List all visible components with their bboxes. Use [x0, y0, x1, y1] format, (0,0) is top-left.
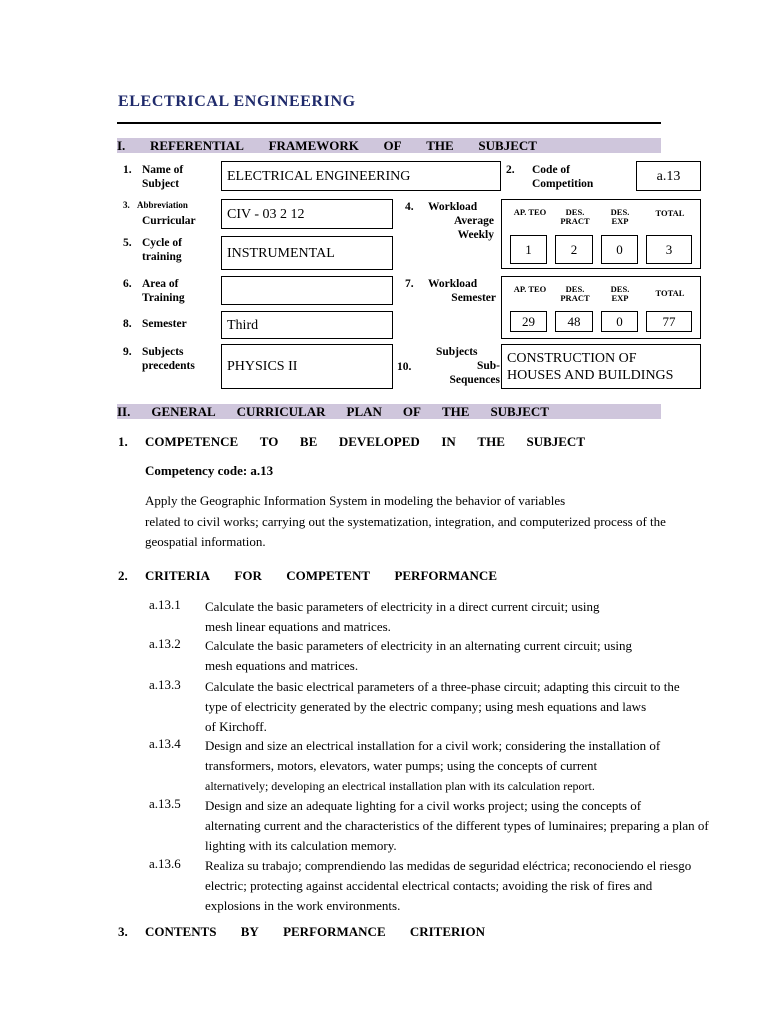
criterion-line: Calculate the basic electrical parameters of a three-phase circuit; adapting this circuit to the: [205, 679, 680, 694]
workload-weekly-label-line: Workload: [428, 201, 478, 213]
criterion-line: Calculate the basic parameters of electricity in a direct current circuit; using: [205, 599, 600, 614]
subject-name-field[interactable]: ELECTRICAL ENGINEERING: [221, 161, 501, 191]
contents-heading-word: CRITERION: [409, 924, 485, 939]
section-i-word: OF: [383, 138, 402, 153]
weekly-header-ap-teo: AP. TEO: [513, 207, 547, 217]
criterion-text: [205, 597, 725, 637]
section-ii-number: II.: [117, 404, 131, 419]
field-area-label-line: Area of: [142, 278, 179, 290]
competence-description: [145, 491, 705, 553]
semester-header-total: TOTAL: [655, 288, 685, 298]
competence-description-line: Apply the Geographic Information System in modeling the behavior of variables: [145, 493, 566, 508]
criterion-line: lighting with its calculation memory.: [205, 838, 397, 853]
criterion-text: [205, 796, 765, 856]
contents-number: 3.: [118, 924, 128, 939]
section-i-word: THE: [426, 138, 454, 153]
weekly-header-des-pract: DES. PRACT: [560, 207, 590, 226]
criterion-line: type of electricity generated by the electric company; using mesh equations and laws: [205, 699, 647, 714]
criterion-line: alternatively; developing an electrical installation plan with its calculation report.: [205, 779, 595, 793]
weekly-header-des-exp: DES. EXP: [610, 207, 630, 226]
workload-semester-number: 7.: [405, 278, 414, 290]
criterion-text: [205, 736, 725, 796]
field-cycle-label-line: Cycle of: [142, 237, 182, 249]
section-ii-word: OF: [402, 404, 421, 419]
abbreviation-field[interactable]: CIV - 03 2 12: [221, 199, 393, 229]
field-cycle-label-line: training: [142, 251, 182, 263]
weekly-value-des-pract[interactable]: 2: [555, 235, 593, 264]
competence-heading-word: COMPETENCE: [145, 434, 239, 449]
section-ii-word: CURRICULAR: [236, 404, 326, 419]
field-area-label-line: Training: [142, 292, 185, 304]
competence-description-line: geospatial information.: [145, 534, 266, 549]
workload-semester-label-line: Semester: [451, 292, 496, 304]
section-i-number: I.: [117, 138, 126, 153]
criterion-line: Realiza su trabajo; comprendiendo las medidas de seguridad eléctrica; reconociendo el riesgo: [205, 858, 692, 873]
competence-heading: [145, 434, 585, 449]
field-sequences-label: [430, 345, 500, 387]
criterion-code: a.13.5: [149, 796, 181, 811]
competence-heading-word: THE: [477, 434, 505, 449]
workload-semester-label-line: Workload: [428, 278, 478, 290]
section-ii-word: GENERAL: [151, 404, 216, 419]
subsequent-subjects-line: CONSTRUCTION OF: [507, 350, 637, 366]
semester-header-ap-teo: AP. TEO: [513, 284, 547, 294]
competence-heading-word: IN: [441, 434, 456, 449]
semester-value-des-pract[interactable]: 48: [555, 311, 593, 332]
criteria-heading-word: PERFORMANCE: [394, 568, 497, 583]
criteria-number: 2.: [118, 568, 128, 583]
workload-weekly-number: 4.: [405, 201, 414, 213]
criterion-line: Calculate the basic parameters of electricity in an alternating current circuit; using: [205, 638, 633, 653]
title-underline: [117, 122, 661, 124]
criterion-line: electric; protecting against accidental electrical contacts; avoiding the risk of fires and: [205, 878, 653, 893]
field-precedents-label: [142, 345, 195, 373]
precedent-subjects-field[interactable]: PHYSICS II: [221, 344, 393, 389]
competence-number: 1.: [118, 434, 128, 449]
field-area-number: 6.: [123, 278, 132, 290]
field-precedents-label-line: precedents: [142, 360, 195, 372]
workload-semester-label: [420, 277, 496, 305]
field-sequences-label-line: Sequences: [449, 374, 500, 386]
section-ii-word: PLAN: [346, 404, 382, 419]
criterion-text: [205, 856, 760, 916]
field-precedents-label-line: Subjects: [142, 346, 184, 358]
field-code-label-line: Code of: [532, 164, 571, 176]
field-semester-number: 8.: [123, 318, 132, 330]
section-ii-heading: [117, 404, 549, 419]
criterion-code: a.13.1: [149, 597, 181, 612]
area-of-training-field[interactable]: [221, 276, 393, 305]
competency-code: Competency code: a.13: [145, 463, 274, 478]
criterion-code: a.13.4: [149, 736, 181, 751]
section-ii-word: SUBJECT: [490, 404, 549, 419]
semester-value-des-exp[interactable]: 0: [601, 311, 638, 332]
contents-heading-word: BY: [240, 924, 259, 939]
competition-code-field[interactable]: a.13: [636, 161, 701, 191]
semester-header-des-exp: DES. EXP: [610, 284, 630, 303]
competence-heading-word: DEVELOPED: [338, 434, 420, 449]
section-i-word: FRAMEWORK: [268, 138, 359, 153]
criterion-text: [205, 677, 725, 737]
criteria-heading-word: CRITERIA: [145, 568, 211, 583]
weekly-value-ap-teo[interactable]: 1: [510, 235, 547, 264]
section-i-word: REFERENTIAL: [149, 138, 244, 153]
criterion-code: a.13.3: [149, 677, 181, 692]
field-name-label-line: Name of: [142, 164, 184, 176]
criterion-line: mesh linear equations and matrices.: [205, 619, 391, 634]
field-precedents-number: 9.: [123, 346, 132, 358]
field-name-label: [142, 163, 204, 191]
criteria-heading: [145, 568, 497, 583]
contents-heading-word: PERFORMANCE: [283, 924, 386, 939]
workload-weekly-label-line: Weekly: [457, 229, 494, 241]
contents-heading-word: CONTENTS: [145, 924, 217, 939]
criteria-heading-word: FOR: [234, 568, 262, 583]
cycle-of-training-field[interactable]: INSTRUMENTAL: [221, 236, 393, 270]
field-name-label-line: Subject: [142, 178, 180, 190]
criterion-line: transformers, motors, elevators, water pumps; using the concepts of current: [205, 758, 598, 773]
criterion-code: a.13.2: [149, 636, 181, 651]
field-area-label: [142, 277, 204, 305]
field-abbr-label-bottom: Curricular: [142, 215, 196, 227]
field-abbr-label-top: Abbreviation: [137, 200, 188, 210]
field-code-label-line: Competition: [532, 178, 594, 190]
field-sequences-number: 10.: [397, 361, 412, 373]
criteria-heading-word: COMPETENT: [286, 568, 371, 583]
criterion-line: Design and size an electrical installation for a civil work; considering the installation of: [205, 738, 661, 753]
field-code-number: 2.: [506, 164, 515, 176]
semester-header-des-pract: DES. PRACT: [560, 284, 590, 303]
workload-weekly-label-line: Average: [453, 215, 494, 227]
competence-heading-word: BE: [299, 434, 318, 449]
criterion-line: mesh equations and matrices.: [205, 658, 359, 673]
workload-weekly-label: [420, 200, 494, 242]
competence-description-line: related to civil works; carrying out the systematization, integration, and computerized process of the: [145, 513, 666, 529]
subsequent-subjects-field[interactable]: [501, 344, 701, 389]
weekly-value-total[interactable]: 3: [646, 235, 692, 264]
criterion-line: explosions in the work environments.: [205, 898, 401, 913]
field-code-label: [532, 163, 631, 191]
field-sequences-label-line: Sub-: [476, 360, 500, 372]
field-name-number: 1.: [123, 164, 132, 176]
field-sequences-label-line: Subjects: [436, 346, 478, 358]
criterion-line: of Kirchoff.: [205, 719, 267, 734]
semester-field[interactable]: Third: [221, 311, 393, 339]
competence-heading-word: SUBJECT: [526, 434, 585, 449]
subsequent-subjects-line: HOUSES AND BUILDINGS: [507, 367, 674, 383]
semester-value-ap-teo[interactable]: 29: [510, 311, 547, 332]
document-title: ELECTRICAL ENGINEERING: [118, 93, 356, 110]
criterion-text: [205, 636, 725, 676]
semester-value-total[interactable]: 77: [646, 311, 692, 332]
weekly-value-des-exp[interactable]: 0: [601, 235, 638, 264]
criterion-line: alternating current and the characteristics of the different types of luminaires; preparing a plan of: [205, 818, 709, 833]
competence-heading-word: TO: [259, 434, 279, 449]
criterion-code: a.13.6: [149, 856, 181, 871]
field-semester-label: Semester: [142, 318, 187, 330]
contents-heading: [145, 924, 485, 939]
criterion-line: Design and size an adequate lighting for a civil works project; using the concepts of: [205, 798, 642, 813]
field-abbr-number: 3.: [123, 200, 130, 210]
section-ii-word: THE: [441, 404, 470, 419]
weekly-header-total: TOTAL: [655, 208, 685, 218]
field-cycle-number: 5.: [123, 237, 132, 249]
section-i-word: SUBJECT: [478, 138, 537, 153]
section-i-heading: [117, 138, 537, 153]
field-cycle-label: [142, 236, 204, 264]
